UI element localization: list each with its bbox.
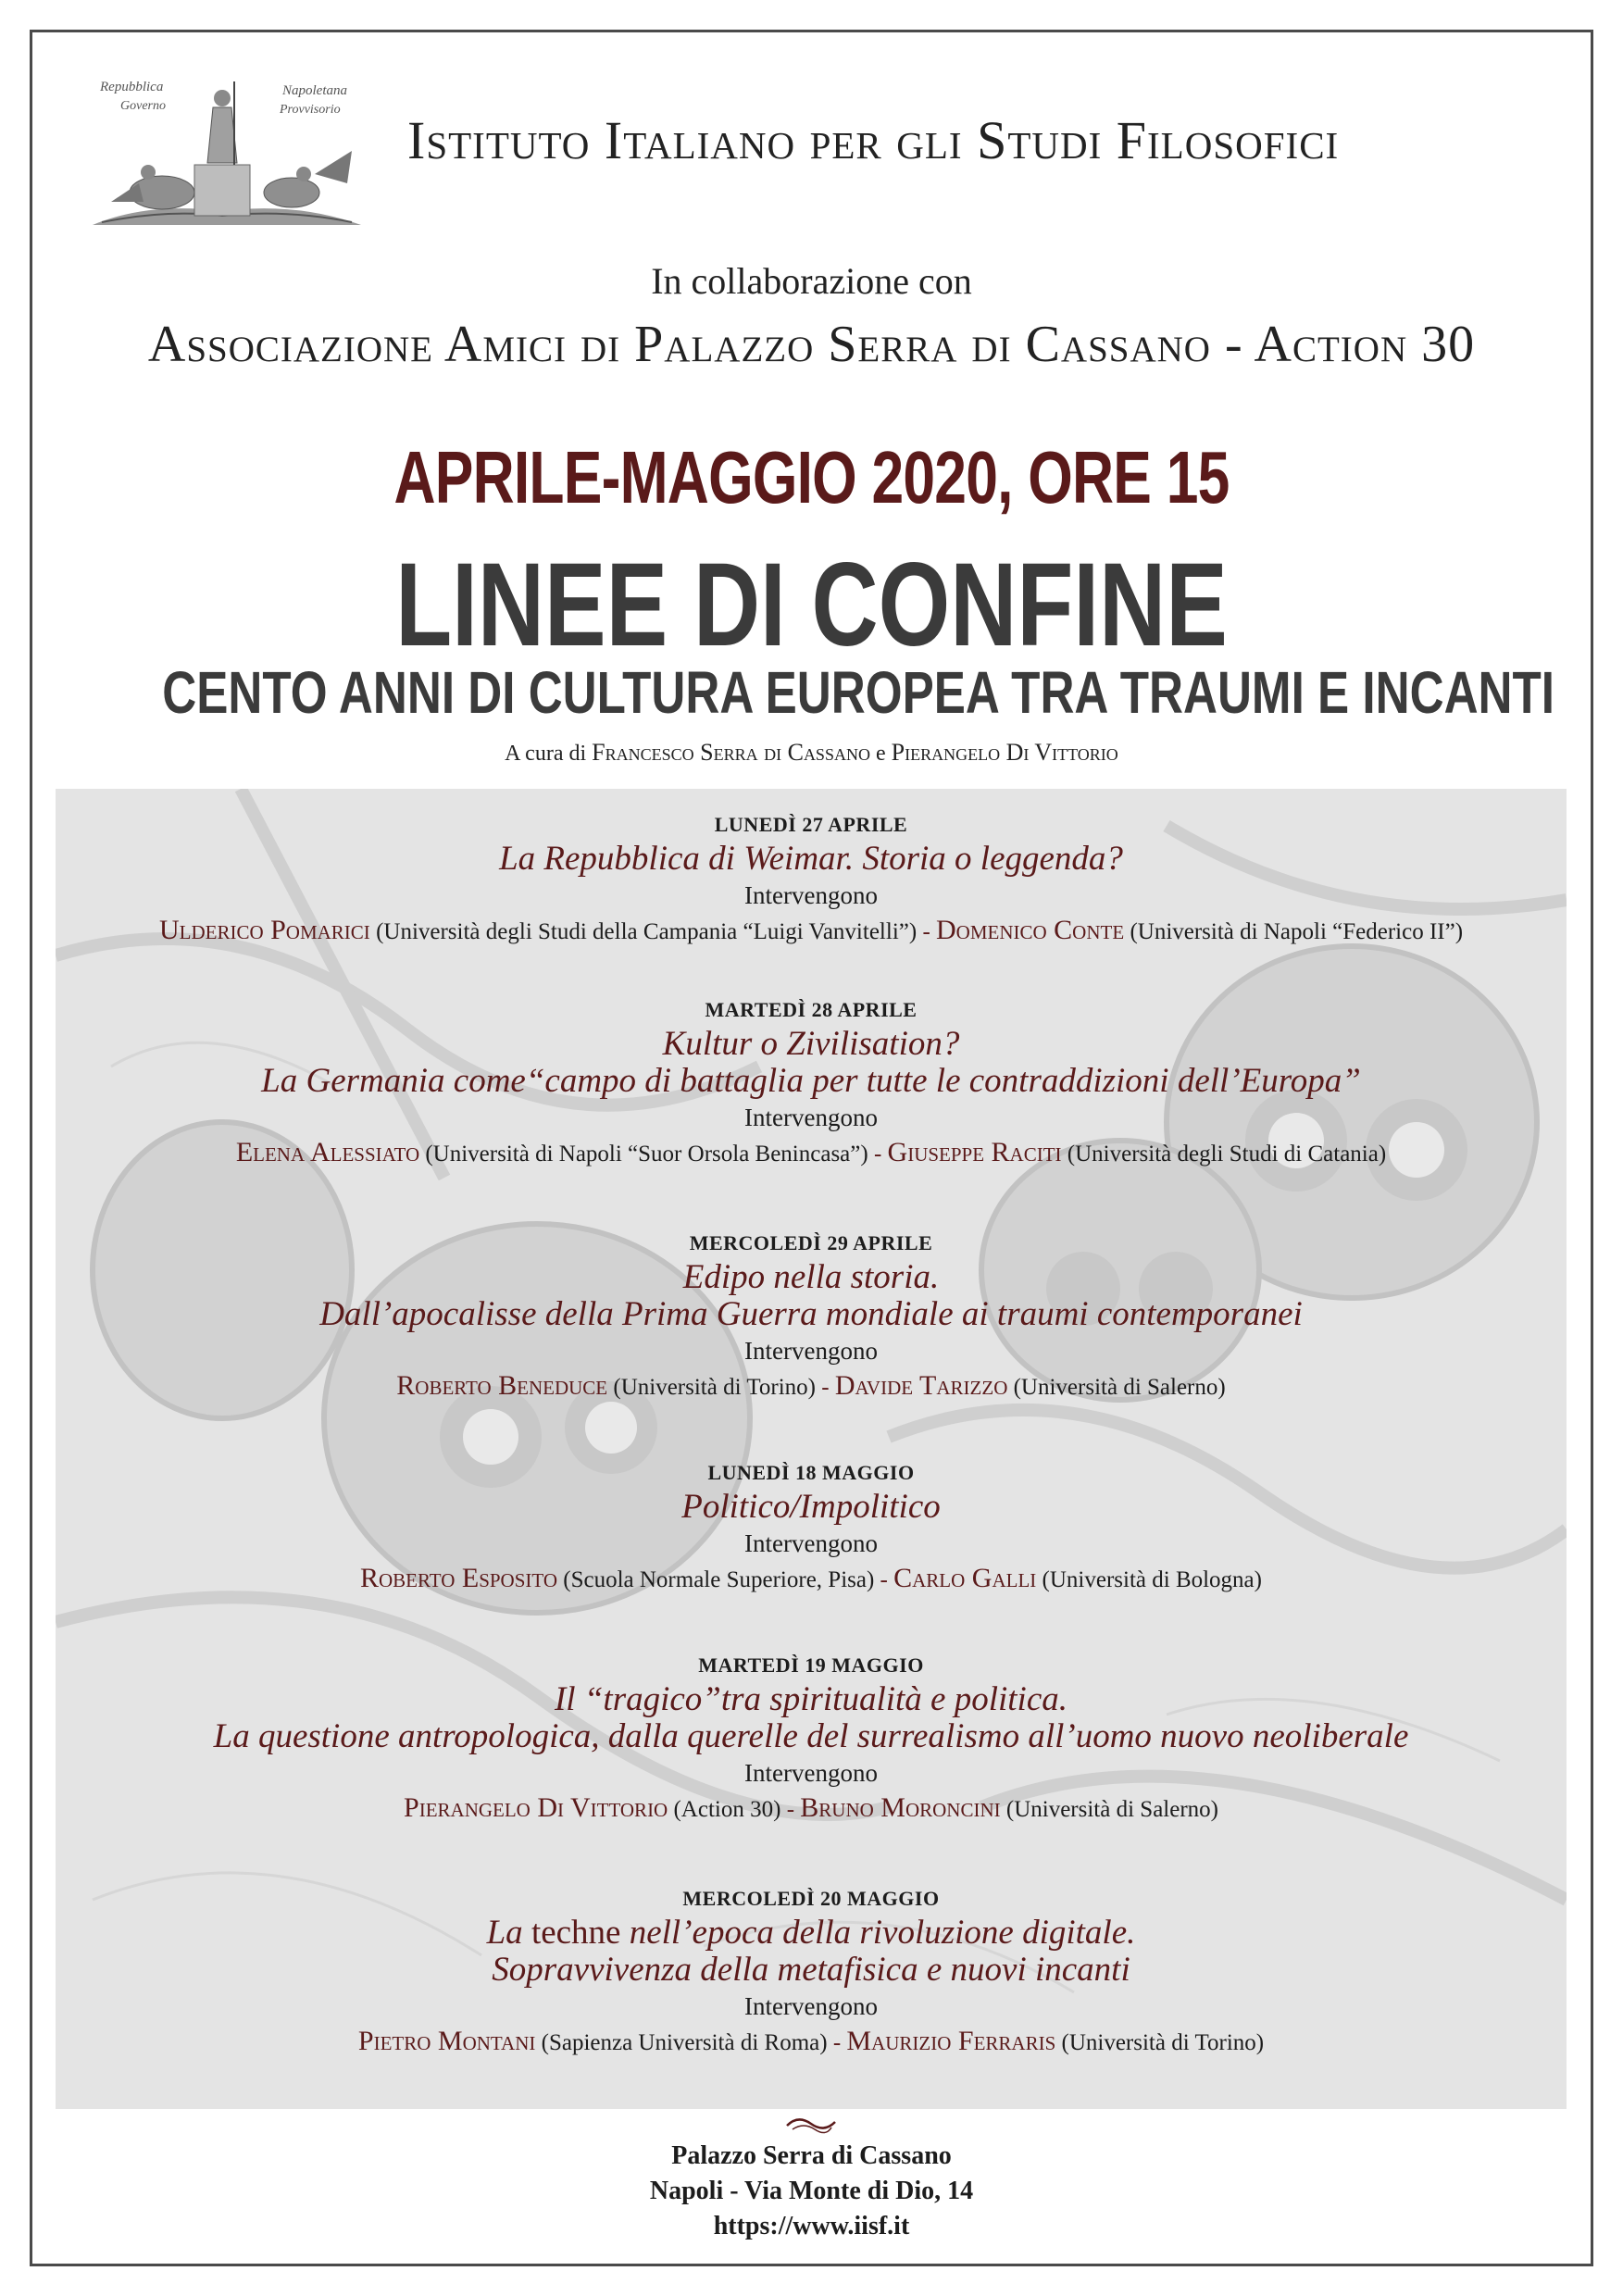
separator: -	[922, 919, 930, 944]
speaker-name: Davide Tarizzo	[834, 1370, 1008, 1401]
event-speakers	[56, 913, 1567, 950]
separator: -	[786, 1797, 795, 1822]
event-item	[56, 1228, 1567, 1405]
speaker-affiliation: (Sapienza Università di Roma)	[541, 2030, 828, 2055]
speaker-name: Maurizio Ferraris	[846, 2026, 1056, 2056]
separator: -	[873, 1142, 882, 1167]
event-date: LUNEDÌ 18 MAGGIO	[707, 1461, 915, 1484]
event-title	[56, 1915, 1567, 1952]
institute-logo	[83, 63, 370, 234]
event-item	[56, 809, 1567, 950]
separator: -	[832, 2030, 842, 2055]
event-date: MARTEDÌ 19 MAGGIO	[698, 1653, 924, 1677]
event-speakers	[56, 1135, 1567, 1172]
event-speakers	[56, 2024, 1567, 2061]
conjunction: e	[875, 742, 886, 766]
speaker-name: Carlo Galli	[893, 1563, 1037, 1593]
event-title: Edipo nella storia.	[682, 1258, 940, 1296]
speaker-affiliation: (Università di Salerno)	[1005, 1797, 1218, 1822]
title-part-upright: techne	[531, 1914, 621, 1952]
speaker-name: Domenico Conte	[936, 915, 1125, 945]
event-speakers	[56, 1368, 1567, 1405]
event-title: La Repubblica di Weimar. Storia o leggenda?	[499, 840, 1123, 878]
ornament-icon	[783, 2113, 839, 2135]
program-panel	[56, 789, 1567, 2109]
speaker-affiliation: (Università degli Studi della Campania “Luigi Vanvitelli”)	[376, 919, 918, 944]
svg-text:Napoletana: Napoletana	[282, 83, 347, 98]
title-part: La	[486, 1914, 523, 1952]
event-date: MARTEDÌ 28 APRILE	[705, 998, 918, 1021]
curator-name: Francesco Serra di Cassano	[592, 739, 870, 766]
speaker-name: Ulderico Pomarici	[158, 915, 370, 945]
title-part: nell’epoca della rivoluzione digitale.	[629, 1914, 1136, 1952]
speaker-affiliation: (Università di Napoli “Suor Orsola Benincasa”)	[425, 1142, 868, 1167]
collaboration-label: In collaborazione con	[651, 260, 972, 302]
venue-name: Palazzo Serra di Cassano	[671, 2141, 952, 2170]
venue-info	[0, 2139, 1623, 2244]
page-title: LINEE DI CONFINE	[395, 539, 1228, 671]
speaker-affiliation: (Scuola Normale Superiore, Pisa)	[563, 1567, 875, 1592]
separator: -	[880, 1567, 888, 1592]
speaker-affiliation: (Università di Torino)	[613, 1375, 816, 1400]
speaker-name: Pierangelo Di Vittorio	[404, 1792, 668, 1823]
speakers-label: Intervengono	[744, 881, 878, 909]
curators-line	[0, 739, 1623, 767]
event-subtitle: Dall’apocalisse della Prima Guerra mondiale ai traumi contemporanei	[319, 1295, 1303, 1333]
speaker-name: Elena Alessiato	[235, 1137, 420, 1167]
speaker-affiliation: (Università di Salerno)	[1013, 1375, 1226, 1400]
event-date: LUNEDÌ 27 APRILE	[714, 813, 908, 836]
institute-name: Istituto Italiano per gli Studi Filosofici	[407, 110, 1340, 170]
event-item	[56, 1650, 1567, 1828]
speaker-name: Roberto Esposito	[360, 1563, 558, 1593]
speaker-affiliation: (Università di Bologna)	[1042, 1567, 1262, 1592]
speakers-label: Intervengono	[744, 1337, 878, 1365]
speaker-name: Roberto Beneduce	[396, 1370, 608, 1401]
event-item	[56, 1883, 1567, 2061]
curated-by-label: A cura di	[505, 742, 587, 766]
svg-text:Governo: Governo	[120, 99, 166, 113]
speaker-name: Pietro Montani	[357, 2026, 536, 2056]
speaker-affiliation: (Università degli Studi di Catania)	[1067, 1142, 1387, 1167]
speaker-affiliation: (Università di Torino)	[1061, 2030, 1265, 2055]
curator-name: Pierangelo Di Vittorio	[891, 739, 1118, 766]
event-item	[56, 994, 1567, 1172]
event-subtitle: La questione antropologica, dalla querelle del surrealismo all’uomo nuovo neoliberale	[213, 1717, 1409, 1755]
page-subtitle: CENTO ANNI DI CULTURA EUROPEA TRA TRAUMI E INCANTI	[162, 659, 1555, 726]
speaker-name: Giuseppe Raciti	[887, 1137, 1062, 1167]
speakers-label: Intervengono	[744, 1992, 878, 2020]
event-list	[56, 789, 1567, 2109]
venue-address: Napoli - Via Monte di Dio, 14	[649, 2177, 974, 2205]
event-item	[56, 1457, 1567, 1598]
event-dates: APRILE-MAGGIO 2020, ORE 15	[393, 436, 1230, 518]
event-date: MERCOLEDÌ 20 MAGGIO	[682, 1887, 940, 1910]
event-title: Kultur o Zivilisation?	[662, 1025, 960, 1063]
svg-text:Repubblica: Repubblica	[100, 80, 164, 94]
event-title: Politico/Impolitico	[681, 1488, 941, 1526]
speaker-name: Bruno Moroncini	[800, 1792, 1001, 1823]
association-name: Associazione Amici di Palazzo Serra di Cassano - Action 30	[147, 316, 1476, 373]
speakers-label: Intervengono	[744, 1759, 878, 1787]
speakers-label: Intervengono	[744, 1104, 878, 1131]
website-link[interactable]: https://www.iisf.it	[713, 2212, 910, 2240]
speakers-label: Intervengono	[744, 1529, 878, 1557]
event-title: Il “tragico”tra spiritualità e politica.	[554, 1680, 1067, 1718]
event-subtitle: La Germania come“campo di battaglia per tutte le contraddizioni dell’Europa”	[261, 1062, 1361, 1100]
speaker-affiliation: (Action 30)	[673, 1797, 781, 1822]
event-speakers	[56, 1561, 1567, 1598]
speaker-affiliation: (Università di Napoli “Federico II”)	[1130, 919, 1464, 944]
event-date: MERCOLEDÌ 29 APRILE	[689, 1231, 933, 1254]
event-speakers	[56, 1791, 1567, 1828]
event-subtitle: Sopravvivenza della metafisica e nuovi incanti	[492, 1951, 1130, 1989]
separator: -	[821, 1375, 830, 1400]
svg-text:Provvisorio: Provvisorio	[280, 103, 341, 117]
